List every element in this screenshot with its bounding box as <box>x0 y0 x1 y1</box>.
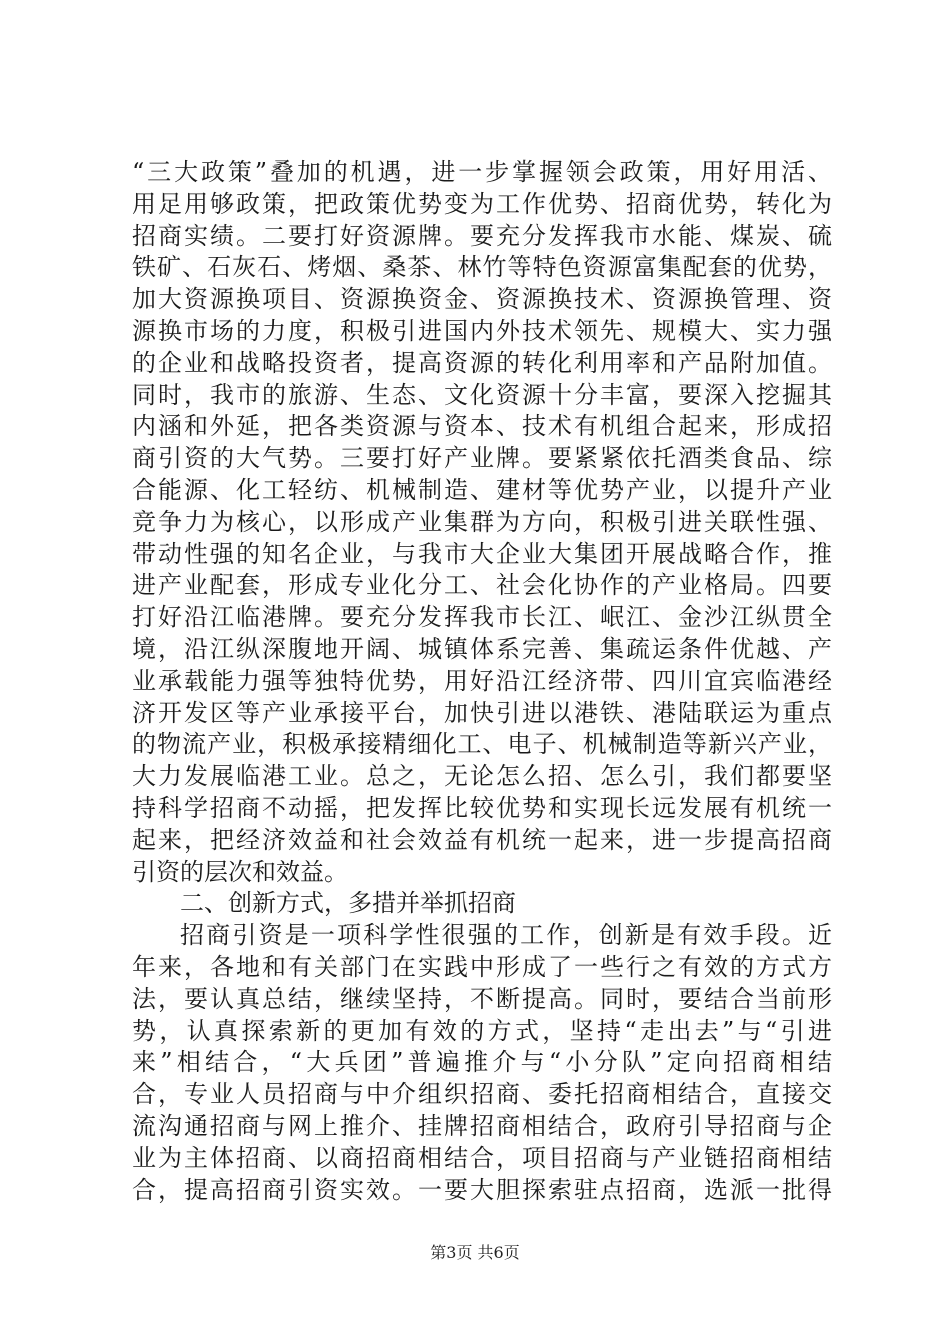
text-line: 带动性强的知名企业，与我市大企业大集团开展战略合作，推 <box>132 539 832 568</box>
text-line: 的企业和战略投资者，提高资源的转化利用率和产品附加值。 <box>132 348 832 377</box>
text-line: 合，提高招商引资实效。一要大胆探索驻点招商，选派一批得 <box>132 1175 832 1204</box>
text-line: 起来，把经济效益和社会效益有机统一起来，进一步提高招商 <box>132 825 832 854</box>
text-line: 源换市场的力度，积极引进国内外技术领先、规模大、实力强 <box>132 316 832 345</box>
text-line: 年来，各地和有关部门在实践中形成了一些行之有效的方式方 <box>132 952 832 981</box>
text-line: 商引资的大气势。三要打好产业牌。要紧紧依托酒类食品、综 <box>132 444 832 473</box>
text-line: 法，要认真总结，继续坚持，不断提高。同时，要结合当前形 <box>132 984 832 1013</box>
text-line: 大力发展临港工业。总之，无论怎么招、怎么引，我们都要坚 <box>132 762 832 791</box>
text-line: 打好沿江临港牌。要充分发挥我市长江、岷江、金沙江纵贯全 <box>132 603 832 632</box>
text-line: 持科学招商不动摇，把发挥比较优势和实现长远发展有机统一 <box>132 793 832 822</box>
text-line: 加大资源换项目、资源换资金、资源换技术、资源换管理、资 <box>132 285 832 314</box>
text-line: 济开发区等产业承接平台，加快引进以港铁、港陆联运为重点 <box>132 698 832 727</box>
text-line: 引资的层次和效益。 <box>132 857 348 886</box>
text-line: 同时，我市的旅游、生态、文化资源十分丰富，要深入挖掘其 <box>132 380 832 409</box>
text-line: 内涵和外延，把各类资源与资本、技术有机组合起来，形成招 <box>132 412 832 441</box>
page-footer: 第3页 共6页 <box>430 1243 520 1262</box>
text-line: 合能源、化工轻纺、机械制造、建材等优势产业，以提升产业 <box>132 475 832 504</box>
text-line: 进产业配套，形成专业化分工、社会化协作的产业格局。四要 <box>132 571 832 600</box>
text-line: 业承载能力强等独特优势，用好沿江经济带、四川宜宾临港经 <box>132 666 832 695</box>
text-line: 竞争力为核心，以形成产业集群为方向，积极引进关联性强、 <box>132 507 832 536</box>
text-line: 铁矿、石灰石、烤烟、桑茶、林竹等特色资源富集配套的优势， <box>132 253 832 282</box>
text-line: 的物流产业，积极承接精细化工、电子、机械制造等新兴产业， <box>132 730 832 759</box>
section-heading: 二、创新方式，多措并举抓招商 <box>180 889 516 918</box>
body-text <box>132 157 832 1206</box>
text-line: 业为主体招商、以商招商相结合，项目招商与产业链招商相结 <box>132 1143 832 1172</box>
text-line: 用足用够政策，把政策优势变为工作优势、招商优势，转化为 <box>132 189 832 218</box>
text-line: 招商实绩。二要打好资源牌。要充分发挥我市水能、煤炭、硫 <box>132 221 832 250</box>
text-line: “三大政策”叠加的机遇，进一步掌握领会政策，用好用活、 <box>132 158 832 186</box>
text-line: 境，沿江纵深腹地开阔、城镇体系完善、集疏运条件优越、产 <box>132 634 832 663</box>
text-line: 势，认真探索新的更加有效的方式，坚持“走出去”与“引进 <box>132 1016 832 1045</box>
text-line: 流沟通招商与网上推介、挂牌招商相结合，政府引导招商与企 <box>132 1111 832 1140</box>
text-line: 招商引资是一项科学性很强的工作，创新是有效手段。近 <box>180 921 832 950</box>
text-line: 合，专业人员招商与中介组织招商、委托招商相结合，直接交 <box>132 1080 832 1109</box>
text-line: 来”相结合，“大兵团”普遍推介与“小分队”定向招商相结 <box>132 1048 832 1077</box>
